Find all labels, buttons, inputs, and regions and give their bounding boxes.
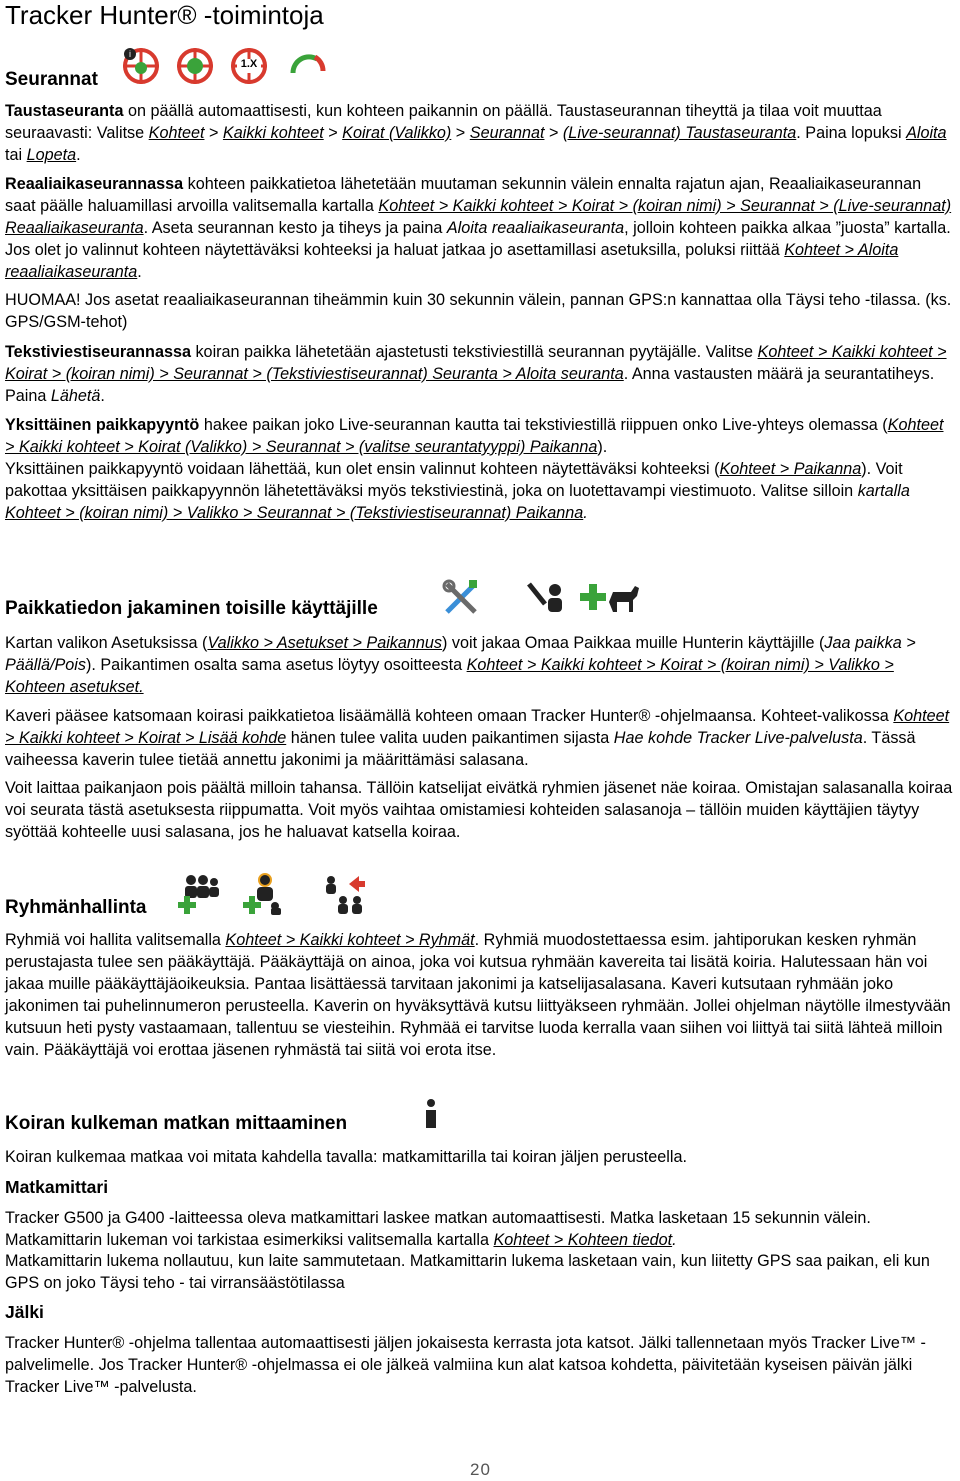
page-title: Tracker Hunter® -toimintoja: [5, 0, 324, 30]
text-run: Jaa paikka > Päällä/Pois: [5, 634, 916, 674]
text-run: kartalla: [857, 482, 910, 500]
text-run: .: [76, 146, 81, 164]
text-run: kohteen paikkatietoa lähetetään muutaman sekunnin välein ennalta rajatun ajan, Reaaliaikaseurannan saat päälle haluamillasi arvoilla valitsemalla kartalla: [5, 175, 922, 215]
kulkema-icon-row: [423, 1098, 439, 1130]
kulkema-paragraph-4: [5, 1332, 953, 1398]
user-settings-icon: [525, 580, 565, 616]
text-run: . Paina lopuksi: [796, 124, 907, 142]
text-run: hänen tulee valita uuden paikantimen sijasta: [286, 729, 614, 747]
text-run: . Anna vastausten määrä ja seurantatiheys. Paina: [5, 365, 935, 405]
text-run: on päällä automaattisesti, kun kohteen paikannin on päällä. Taustaseurannan tiheyttä ja tilaa voit muuttaa seuraavasti: Valitse: [5, 102, 882, 142]
text-run: Koiran kulkemaa matkaa voi mitata kahdella tavalla: matkamittarilla tai koiran jäljen perusteella.: [5, 1148, 688, 1166]
text-run: Lähetä: [50, 387, 101, 405]
text-run: , jolloin kohteen paikka alkaa ”juosta” kartalla. Jos olet jo valinnut kohteen näytettäväksi kohteeksi ja haluat jatkaa jo asettamillasi asetuksilla, poluksi riittää: [5, 219, 951, 259]
text-run: .: [583, 504, 588, 522]
text-run: Koirat (Valikko): [342, 124, 452, 142]
text-run: Seurannat: [469, 124, 545, 142]
ryhma-icon-row: [177, 872, 367, 916]
leave-group-icon: [323, 872, 367, 916]
text-run: (Live-seurannat) Taustaseuranta: [562, 124, 797, 142]
text-run: Kaikki kohteet: [222, 124, 324, 142]
tools-icon: [441, 578, 481, 618]
text-run: Aloita reaaliaikaseuranta: [446, 219, 625, 237]
text-run: . Tässä vaiheessa kaverin tulee tietää annettu jakonimi ja määrittämäsi salasana.: [5, 729, 916, 769]
text-run: ).: [597, 438, 608, 456]
text-run: ). Paikantimen osalta sama asetus löytyy osoitteesta: [86, 656, 467, 674]
text-run: Kaveri pääsee katsomaan koirasi paikkatietoa lisäämällä kohteen omaan Tracker Hunter® -ohjelmaansa. Kohteet-valikossa: [5, 707, 894, 725]
text-run: Kohteet: [148, 124, 205, 142]
text-run: Kartan valikon Asetuksissa (: [5, 634, 208, 652]
seurannat-paragraph-1: [5, 100, 953, 166]
text-run: Valikko > Asetukset > Paikannus: [207, 634, 443, 652]
text-run: HUOMAA! Jos asetat reaaliaikaseurannan tiheämmin kuin 30 sekunnin välein, pannan GPS:n kannattaa olla Täysi teho -tilassa. (ks. GPS/GSM-tehot): [5, 291, 952, 331]
ryhma-paragraph-1: [5, 929, 953, 1061]
text-run: Taustaseuranta: [5, 102, 124, 120]
text-run: .: [100, 387, 105, 405]
text-run: >: [544, 124, 563, 142]
seurannat-icon-row: [121, 46, 327, 86]
text-run: Ryhmiä voi hallita valitsemalla: [5, 931, 226, 949]
jakaminen-paragraph-2: [5, 705, 953, 771]
jakaminen-icon-row: [441, 578, 641, 618]
seurannat-paragraph-3: [5, 289, 953, 333]
text-run: >: [451, 124, 470, 142]
text-run: Tekstiviestiseurannassa: [5, 343, 191, 361]
text-run: Reaaliaikaseurannassa: [5, 175, 184, 193]
svg-text:i: i: [129, 49, 131, 59]
text-run: ) voit jakaa Omaa Paikkaa muille Hunterin käyttäjille (: [442, 634, 825, 652]
text-run: Kohteet > Kaikki kohteet > Koirat > (koiran nimi) > Seurannat > (Live-seurannat) Reaaliaikaseuranta: [5, 197, 952, 237]
text-run: Kohteet > Paikanna: [719, 460, 862, 478]
text-run: Kohteet > Kaikki kohteet > Koirat (Valikko) > Seurannat > (valitse seurantatyyppi) Paikanna: [5, 416, 944, 456]
jakaminen-paragraph-1: [5, 632, 953, 698]
section-heading-kulkema: Koiran kulkeman matkan mittaaminen: [5, 1113, 348, 1134]
text-run: Kohteet > Aloita reaaliaikaseuranta: [5, 241, 899, 281]
text-run: . Ryhmiä muodostettaessa esim. jahtiporukan kesken ryhmän perustajasta tulee sen pääkäyttäjä. Pääkäyttäjä on ainoa, joka voi kutsua ryhmään kavereita tai lisätä koiria. Halutessaan hän voi jakaa muille pääkäyttäjäoikeuksia. Pantaa lisättäessä tarvitaan jakonimi ja katselijasalasana. Kaveri kutsutaan ryhmään joko jakonimen tai puhelinnumeron perusteella. Kaverin on hyväksyttävä kutsu liittyäkseen ryhmään. Jollei ohjelman näytölle ilmestyvään kutsuun heti pysty vastaamaan, tallentuu se viesteihin. Ryhmää ei tarvitse luoda kerralla vaan siihen voi liittyä tai siitä lähteä milloin vain. Pääkäyttäjä voi erottaa jäsenen ryhmästä tai siitä voi erota itse.: [5, 931, 951, 1059]
text-run: Kohteet > Kaikki kohteet > Ryhmät: [225, 931, 475, 949]
text-run: >: [323, 124, 343, 142]
text-run: Kohteet > Kaikki kohteet > Koirat > (koiran nimi) > Valikko > Kohteen asetukset.: [5, 656, 894, 696]
interval-badge: 1.X: [240, 58, 258, 70]
text-run: tai: [5, 146, 27, 164]
text-run: Kohteet > Kohteen tiedot: [493, 1231, 673, 1249]
text-run: Tracker Hunter® -ohjelma tallentaa automaattisesti jäljen jokaisesta kerrasta jota katsot. Jälki tallennetaan myös Tracker Live™ -palvelimelle. Jos Tracker Hunter® -ohjelmassa ei ole jälkeä valmiina kun alat katsoa kohdetta, päivitetään kyseisen päivän jälki Tracker Live™ -palvelusta.: [5, 1334, 926, 1396]
kulkema-paragraph-2: [5, 1207, 953, 1251]
text-run: >: [204, 124, 223, 142]
text-run: Lopeta: [26, 146, 77, 164]
text-run: ). Voit pakottaa yksittäisen paikkapyynnön lähetettäväksi myös tekstiviestinä, joka on luotettavampi viestimuoto. Valitse silloin: [5, 460, 903, 500]
info-icon: [423, 1098, 439, 1130]
section-heading-ryhmanhallinta: Ryhmänhallinta: [5, 897, 147, 918]
text-run: Kohteet > Kaikki kohteet > Koirat > (koiran nimi) > Seurannat > (Tekstiviestiseurannat) Seuranta > Aloita seuranta: [5, 343, 947, 383]
page-number: 20: [470, 1460, 491, 1479]
text-run: Yksittäinen paikkapyyntö: [5, 416, 200, 434]
seurannat-paragraph-4: [5, 341, 953, 407]
add-dog-icon: [579, 580, 641, 616]
add-admin-icon: [241, 872, 285, 916]
seurannat-paragraph-2: [5, 173, 953, 283]
kulkema-paragraph-1: [5, 1146, 953, 1168]
jakaminen-paragraph-3: [5, 777, 953, 843]
text-run: Aloita: [906, 124, 947, 142]
add-group-icon: [177, 872, 221, 916]
text-run: .: [672, 1231, 677, 1249]
seurannat-paragraph-6: [5, 458, 953, 524]
text-run: Voit laittaa paikanjaon pois päältä milloin tahansa. Tällöin katselijat eivätkä ryhmien jäsenet näe koiraa. Omistajan salasanalla koiraa voi seurata tästä asetuksesta riippumatta. Voit myös vaihtaa omistamiesi kohteiden salasanoja – tällöin muiden käyttäjien täytyy syöttää kohteelle uusi salasana, jos he haluavat katsella koiraa.: [5, 779, 953, 841]
text-run: Yksittäinen paikkapyyntö voidaan lähettää, kun olet ensin valinnut kohteen näytettäväksi kohteeksi (: [5, 460, 720, 478]
target-info-icon: [121, 46, 161, 86]
text-run: koiran paikka lähetetään ajastetusti tekstiviestillä seurannan pyytäjälle. Valitse: [190, 343, 758, 361]
text-run: Kohteet > (koiran nimi) > Valikko > Seurannat > (Tekstiviestiseurannat) Paikanna: [5, 504, 584, 522]
text-run: . Aseta seurannan kesto ja tiheys ja paina: [143, 219, 447, 237]
subheading-matkamittari: Matkamittari: [5, 1177, 109, 1197]
target-interval-icon: [229, 46, 269, 86]
target-dog-icon: [175, 46, 215, 86]
text-run: hakee paikan joko Live-seurannan kautta tai tekstiviestillä riippuen onko Live-yhteys olemassa (: [199, 416, 888, 434]
text-run: Hae kohde Tracker Live-palvelusta: [613, 729, 863, 747]
subheading-jalki: Jälki: [5, 1302, 44, 1322]
section-heading-seurannat: Seurannat: [5, 69, 98, 90]
section-heading-jakaminen: Paikkatiedon jakaminen toisille käyttäjille: [5, 598, 378, 619]
seurannat-paragraph-5: [5, 414, 953, 458]
text-run: Matkamittarin lukema nollautuu, kun laite sammutetaan. Matkamittarin lukema lasketaan vain, kun liitetty GPS saa paikan, eli kun GPS on joko Täysi teho - tai virransäästötilassa: [5, 1252, 930, 1292]
text-run: Tracker G500 ja G400 -laitteessa oleva matkamittari laskee matkan automaattisesti. Matka lasketaan 15 sekunnin välein. Matkamittarin lukeman voi tarkistaa esimerkiksi valitsemalla kartalla: [5, 1209, 871, 1249]
kulkema-paragraph-3: [5, 1250, 953, 1294]
text-run: Kohteet > Kaikki kohteet > Koirat > Lisää kohde: [5, 707, 950, 747]
text-run: .: [137, 263, 142, 281]
signal-arc-icon: [287, 51, 327, 81]
